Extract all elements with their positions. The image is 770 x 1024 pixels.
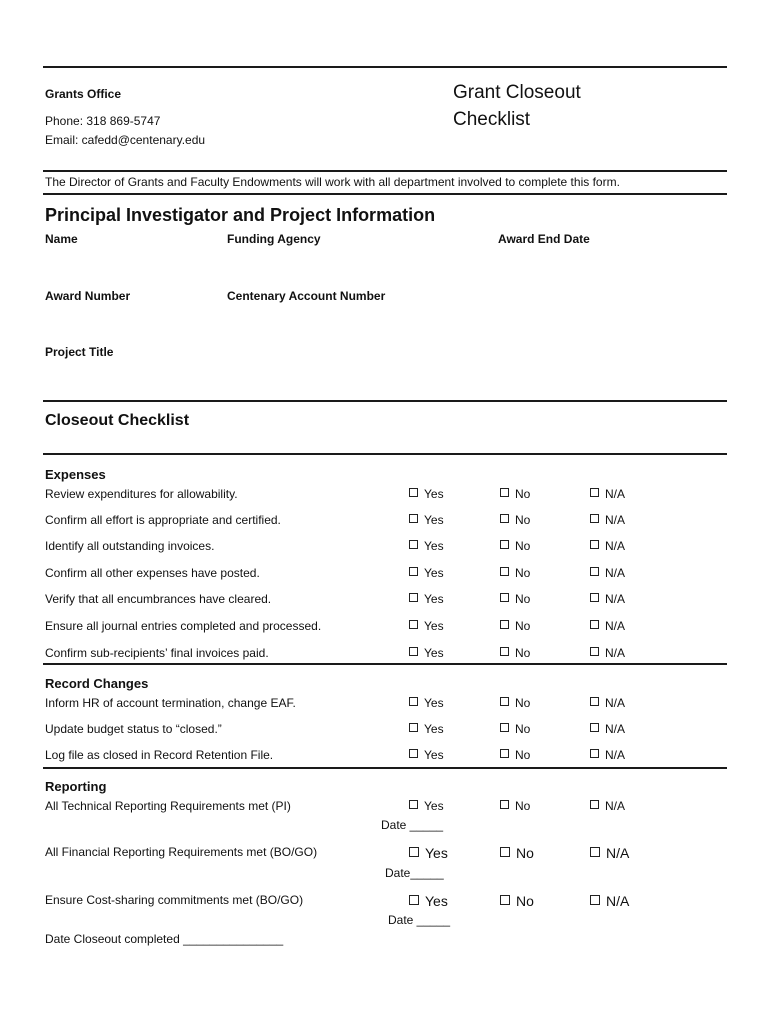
checkbox-icon[interactable] (500, 540, 509, 549)
expenses-item-text: Confirm all effort is appropriate and certified. (45, 513, 281, 527)
expenses-yes-checkbox[interactable] (409, 539, 444, 553)
checkbox-label: N/A (605, 619, 626, 633)
checkbox-icon[interactable] (590, 540, 599, 549)
record-changes-yes-checkbox[interactable] (409, 748, 444, 762)
reporting-item-text: Ensure Cost-sharing commitments met (BO/GO) (45, 893, 304, 907)
checkbox-label: Yes (424, 487, 444, 501)
expenses-yes-checkbox[interactable] (409, 646, 444, 660)
checkbox-icon[interactable] (590, 514, 599, 523)
checkbox-label: Yes (424, 722, 444, 736)
expenses-yes-checkbox[interactable] (409, 487, 444, 501)
expenses-item-text: Review expenditures for allowability. (45, 487, 238, 501)
record-changes-item-text: Log file as closed in Record Retention File. (45, 748, 274, 762)
expenses-yes-checkbox[interactable] (409, 513, 444, 527)
pi-section-heading: Principal Investigator and Project Information (45, 205, 436, 225)
project-title-label: Project Title (45, 345, 114, 359)
award-number-label: Award Number (45, 289, 131, 303)
checkbox-label: No (515, 539, 531, 553)
checkbox-icon[interactable] (500, 488, 509, 497)
checkbox-label: N/A (605, 487, 626, 501)
checkbox-icon[interactable] (500, 593, 509, 602)
checkbox-icon[interactable] (590, 567, 599, 576)
checklist-heading: Closeout Checklist (45, 412, 190, 429)
checkbox-icon[interactable] (590, 488, 599, 497)
checkbox-icon[interactable] (409, 697, 418, 706)
record-changes-heading: Record Changes (45, 676, 149, 691)
checkbox-label: Yes (424, 619, 444, 633)
checkbox-icon[interactable] (500, 620, 509, 629)
top-rule (43, 66, 727, 68)
expenses-na-checkbox[interactable] (590, 619, 625, 633)
checkbox-icon[interactable] (409, 488, 418, 497)
reporting-yes-checkbox[interactable] (409, 845, 448, 861)
expenses-item-text: Confirm all other expenses have posted. (45, 566, 260, 580)
checkbox-label: Yes (424, 592, 444, 606)
intro-bottom-rule (43, 193, 727, 195)
checkbox-icon[interactable] (590, 620, 599, 629)
checkbox-label: N/A (605, 566, 626, 580)
record-changes-no-checkbox[interactable] (500, 748, 530, 762)
checkbox-icon[interactable] (500, 749, 509, 758)
expenses-heading: Expenses (45, 467, 106, 482)
form-title-line2: Checklist (453, 109, 531, 130)
record-changes-na-checkbox[interactable] (590, 748, 625, 762)
checkbox-label: N/A (605, 696, 626, 710)
checkbox-icon[interactable] (590, 895, 600, 905)
reporting-item-text: All Financial Reporting Requirements met (BO/GO) (45, 845, 318, 859)
reporting-na-checkbox[interactable] (590, 799, 625, 813)
checkbox-icon[interactable] (409, 620, 418, 629)
checkbox-label: Yes (424, 646, 444, 660)
expenses-item-text: Ensure all journal entries completed and processed. (45, 619, 322, 633)
checkbox-icon[interactable] (500, 800, 509, 809)
expenses-yes-checkbox[interactable] (409, 592, 444, 606)
checkbox-icon[interactable] (500, 567, 509, 576)
funding-agency-label: Funding Agency (227, 232, 321, 246)
checkbox-label: No (515, 748, 531, 762)
office-phone: Phone: 318 869-5747 (45, 114, 161, 128)
checkbox-icon[interactable] (590, 647, 599, 656)
record-changes-no-checkbox[interactable] (500, 722, 530, 736)
checkbox-icon[interactable] (409, 749, 418, 758)
checklist-top-rule (43, 400, 727, 402)
expenses-no-checkbox[interactable] (500, 539, 530, 553)
expenses-na-checkbox[interactable] (590, 513, 625, 527)
checkbox-icon[interactable] (409, 540, 418, 549)
expenses-na-checkbox[interactable] (590, 592, 625, 606)
checkbox-icon[interactable] (409, 895, 419, 905)
checkbox-label: Yes (424, 566, 444, 580)
checkbox-label: No (515, 696, 531, 710)
checkbox-label: Yes (425, 845, 448, 861)
award-end-date-label: Award End Date (498, 232, 590, 246)
checkbox-label: Yes (424, 539, 444, 553)
closeout-date-line: Date Closeout completed _______________ (45, 932, 284, 946)
expenses-na-checkbox[interactable] (590, 646, 625, 660)
reporting-rule (43, 767, 727, 769)
expenses-no-checkbox[interactable] (500, 566, 530, 580)
record-changes-item-text: Update budget status to “closed.” (45, 722, 222, 736)
office-email: Email: cafedd@centenary.edu (45, 133, 206, 147)
expenses-no-checkbox[interactable] (500, 592, 530, 606)
expenses-item-text: Confirm sub-recipients’ final invoices paid. (45, 646, 269, 660)
checkbox-label: No (515, 799, 531, 813)
checkbox-icon[interactable] (500, 697, 509, 706)
checkbox-label: N/A (605, 799, 626, 813)
checkbox-icon[interactable] (409, 647, 418, 656)
checkbox-label: N/A (605, 513, 626, 527)
reporting-na-checkbox[interactable] (590, 845, 629, 861)
checkbox-icon[interactable] (500, 895, 510, 905)
expenses-na-checkbox[interactable] (590, 539, 625, 553)
checkbox-icon[interactable] (590, 800, 599, 809)
checkbox-label: N/A (605, 539, 626, 553)
intro-top-rule (43, 170, 727, 172)
reporting-heading: Reporting (45, 779, 107, 794)
checkbox-label: N/A (605, 722, 626, 736)
reporting-date-field[interactable]: Date _____ (388, 913, 451, 927)
reporting-date-field[interactable]: Date _____ (381, 818, 444, 832)
checkbox-label: No (515, 646, 531, 660)
intro-text: The Director of Grants and Faculty Endowments will work with all department involved to complete this form. (45, 175, 620, 189)
checkbox-label: Yes (424, 696, 444, 710)
checkbox-label: N/A (606, 893, 630, 909)
checkbox-label: Yes (424, 799, 444, 813)
checkbox-icon[interactable] (590, 723, 599, 732)
checkbox-label: N/A (605, 592, 626, 606)
record-changes-no-checkbox[interactable] (500, 696, 530, 710)
checklist-heading-rule (43, 453, 727, 455)
checkbox-label: N/A (606, 845, 630, 861)
expenses-no-checkbox[interactable] (500, 487, 530, 501)
reporting-no-checkbox[interactable] (500, 799, 530, 813)
reporting-yes-checkbox[interactable] (409, 893, 448, 909)
checkbox-icon[interactable] (590, 697, 599, 706)
checkbox-icon[interactable] (590, 593, 599, 602)
record-changes-yes-checkbox[interactable] (409, 696, 444, 710)
checkbox-label: No (515, 619, 531, 633)
expenses-yes-checkbox[interactable] (409, 619, 444, 633)
expenses-na-checkbox[interactable] (590, 487, 625, 501)
record-changes-na-checkbox[interactable] (590, 722, 625, 736)
reporting-no-checkbox[interactable] (500, 893, 534, 909)
checkbox-icon[interactable] (500, 847, 510, 857)
expenses-yes-checkbox[interactable] (409, 566, 444, 580)
checkbox-label: No (515, 566, 531, 580)
checkbox-icon[interactable] (409, 800, 418, 809)
checkbox-label: No (515, 487, 531, 501)
checkbox-label: No (516, 893, 534, 909)
checkbox-icon[interactable] (409, 567, 418, 576)
record-changes-na-checkbox[interactable] (590, 696, 625, 710)
checkbox-icon[interactable] (409, 723, 418, 732)
checkbox-label: Yes (424, 748, 444, 762)
form-title-line1: Grant Closeout (453, 82, 581, 103)
expenses-no-checkbox[interactable] (500, 619, 530, 633)
account-number-label: Centenary Account Number (227, 289, 386, 303)
office-name: Grants Office (45, 87, 122, 101)
record-changes-rule (43, 663, 727, 665)
checkbox-icon[interactable] (500, 723, 509, 732)
record-changes-item-text: Inform HR of account termination, change EAF. (45, 696, 296, 710)
reporting-date-field[interactable]: Date_____ (385, 866, 444, 880)
checkbox-icon[interactable] (409, 514, 418, 523)
checkbox-label: Yes (425, 893, 448, 909)
checkbox-label: No (515, 592, 531, 606)
reporting-yes-checkbox[interactable] (409, 799, 444, 813)
checkbox-label: No (515, 513, 531, 527)
checkbox-icon[interactable] (409, 593, 418, 602)
checkbox-icon[interactable] (500, 647, 509, 656)
checkbox-label: No (515, 722, 531, 736)
checkbox-label: N/A (605, 748, 626, 762)
checkbox-icon[interactable] (590, 749, 599, 758)
checkbox-label: No (516, 845, 534, 861)
expenses-no-checkbox[interactable] (500, 513, 530, 527)
expenses-item-text: Identify all outstanding invoices. (45, 539, 215, 553)
checkbox-icon[interactable] (590, 847, 600, 857)
reporting-no-checkbox[interactable] (500, 845, 534, 861)
expenses-item-text: Verify that all encumbrances have cleared. (45, 592, 272, 606)
reporting-na-checkbox[interactable] (590, 893, 629, 909)
name-label: Name (45, 232, 78, 246)
checkbox-label: Yes (424, 513, 444, 527)
expenses-na-checkbox[interactable] (590, 566, 625, 580)
checkbox-icon[interactable] (409, 847, 419, 857)
expenses-no-checkbox[interactable] (500, 646, 530, 660)
reporting-item-text: All Technical Reporting Requirements met (PI) (45, 799, 291, 813)
checkbox-icon[interactable] (500, 514, 509, 523)
checkbox-label: N/A (605, 646, 626, 660)
record-changes-yes-checkbox[interactable] (409, 722, 444, 736)
